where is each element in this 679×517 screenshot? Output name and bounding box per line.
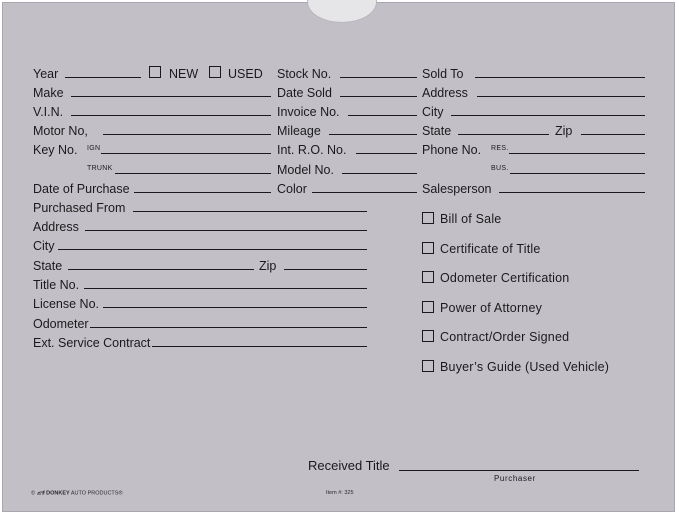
new-checkbox[interactable] xyxy=(149,66,161,78)
ext-service-contract-label: Ext. Service Contract xyxy=(33,336,151,350)
color-field[interactable] xyxy=(312,192,417,193)
salesperson-field[interactable] xyxy=(499,192,645,193)
state-label: State xyxy=(33,259,63,273)
sold-to-label: Sold To xyxy=(422,67,464,81)
stock-no-label: Stock No. xyxy=(277,67,332,81)
vin-field[interactable] xyxy=(71,115,271,116)
make-field[interactable] xyxy=(71,96,271,97)
bill-of-sale-label: Bill of Sale xyxy=(440,212,502,226)
address-field[interactable] xyxy=(85,230,367,231)
footer-brand xyxy=(31,490,123,497)
motor-no-field[interactable] xyxy=(103,134,271,135)
trademark-symbol: ® xyxy=(118,490,123,497)
item-number: Item #: 325 xyxy=(326,490,354,496)
odometer-certification-checkbox[interactable] xyxy=(422,271,434,283)
title-no-label: Title No. xyxy=(33,278,80,292)
make-label: Make xyxy=(33,86,64,100)
purchaser-caption: Purchaser xyxy=(494,474,536,483)
mileage-label: Mileage xyxy=(277,124,321,138)
power-of-attorney-label: Power of Attorney xyxy=(440,301,543,315)
sold-to-zip-field[interactable] xyxy=(581,134,645,135)
address-label: Address xyxy=(33,220,79,234)
invoice-no-label: Invoice No. xyxy=(277,105,340,119)
date-sold-field[interactable] xyxy=(340,96,417,97)
year-label: Year xyxy=(33,67,59,81)
model-no-label: Model No. xyxy=(277,163,334,177)
copyright-symbol: © xyxy=(31,490,36,497)
sold-to-city-label: City xyxy=(422,105,444,119)
purchased-from-label: Purchased From xyxy=(33,201,126,215)
sold-to-address-label: Address xyxy=(422,86,468,100)
sold-to-field[interactable] xyxy=(475,77,645,78)
received-title-label: Received Title xyxy=(308,458,390,473)
odometer-field[interactable] xyxy=(90,327,367,328)
zip-field[interactable] xyxy=(284,269,367,270)
date-of-purchase-label: Date of Purchase xyxy=(33,182,130,196)
used-label: USED xyxy=(228,67,263,81)
license-no-label: License No. xyxy=(33,297,100,311)
salesperson-label: Salesperson xyxy=(422,182,492,196)
odometer-certification-label: Odometer Certification xyxy=(440,271,570,285)
new-label: NEW xyxy=(169,67,199,81)
date-of-purchase-field[interactable] xyxy=(134,192,271,193)
sold-to-address-field[interactable] xyxy=(477,96,645,97)
certificate-of-title-checkbox[interactable] xyxy=(422,242,434,254)
power-of-attorney-checkbox[interactable] xyxy=(422,301,434,313)
sold-to-city-field[interactable] xyxy=(451,115,645,116)
trunk-field[interactable] xyxy=(115,173,271,174)
received-title-field[interactable] xyxy=(399,470,639,471)
mileage-field[interactable] xyxy=(329,134,417,135)
bus-label: BUS. xyxy=(491,165,509,172)
motor-no-label: Motor No, xyxy=(33,124,88,138)
ign-field[interactable] xyxy=(101,153,271,154)
zip-label: Zip xyxy=(259,259,277,273)
license-no-field[interactable] xyxy=(103,307,367,308)
ign-label: IGN xyxy=(87,145,101,152)
title-no-field[interactable] xyxy=(84,288,367,289)
bus-phone-field[interactable] xyxy=(510,173,645,174)
sold-to-state-field[interactable] xyxy=(458,134,549,135)
trunk-label: TRUNK xyxy=(87,165,113,172)
buyers-guide-label: Buyer’s Guide (Used Vehicle) xyxy=(440,360,610,374)
int-ro-no-label: Int. R.O. No. xyxy=(277,143,347,157)
buyers-guide-checkbox[interactable] xyxy=(422,360,434,372)
bill-of-sale-checkbox[interactable] xyxy=(422,212,434,224)
donkey-logo-icon xyxy=(37,490,45,496)
res-phone-field[interactable] xyxy=(509,153,645,154)
phone-no-label: Phone No. xyxy=(422,143,482,157)
stock-no-field[interactable] xyxy=(340,77,417,78)
date-sold-label: Date Sold xyxy=(277,86,332,100)
year-field[interactable] xyxy=(65,77,141,78)
city-label: City xyxy=(33,239,55,253)
contract-order-signed-label: Contract/Order Signed xyxy=(440,330,570,344)
odometer-label: Odometer xyxy=(33,317,89,331)
invoice-no-field[interactable] xyxy=(348,115,417,116)
model-no-field[interactable] xyxy=(342,173,417,174)
int-ro-no-field[interactable] xyxy=(356,153,417,154)
brand-tagline: AUTO PRODUCTS xyxy=(70,490,119,497)
ext-service-contract-field[interactable] xyxy=(152,346,367,347)
thumb-notch xyxy=(307,0,377,23)
color-label: Color xyxy=(277,182,307,196)
deal-jacket-form xyxy=(2,2,675,512)
state-field[interactable] xyxy=(68,269,254,270)
sold-to-zip-label: Zip xyxy=(555,124,573,138)
sold-to-state-label: State xyxy=(422,124,452,138)
used-checkbox[interactable] xyxy=(209,66,221,78)
key-no-label: Key No. xyxy=(33,143,78,157)
vin-label: V.I.N. xyxy=(33,105,64,119)
certificate-of-title-label: Certificate of Title xyxy=(440,242,541,256)
purchased-from-field[interactable] xyxy=(133,211,367,212)
brand-name: DONKEY xyxy=(46,490,70,497)
res-label: RES. xyxy=(491,145,509,152)
city-field[interactable] xyxy=(58,249,367,250)
contract-order-signed-checkbox[interactable] xyxy=(422,330,434,342)
